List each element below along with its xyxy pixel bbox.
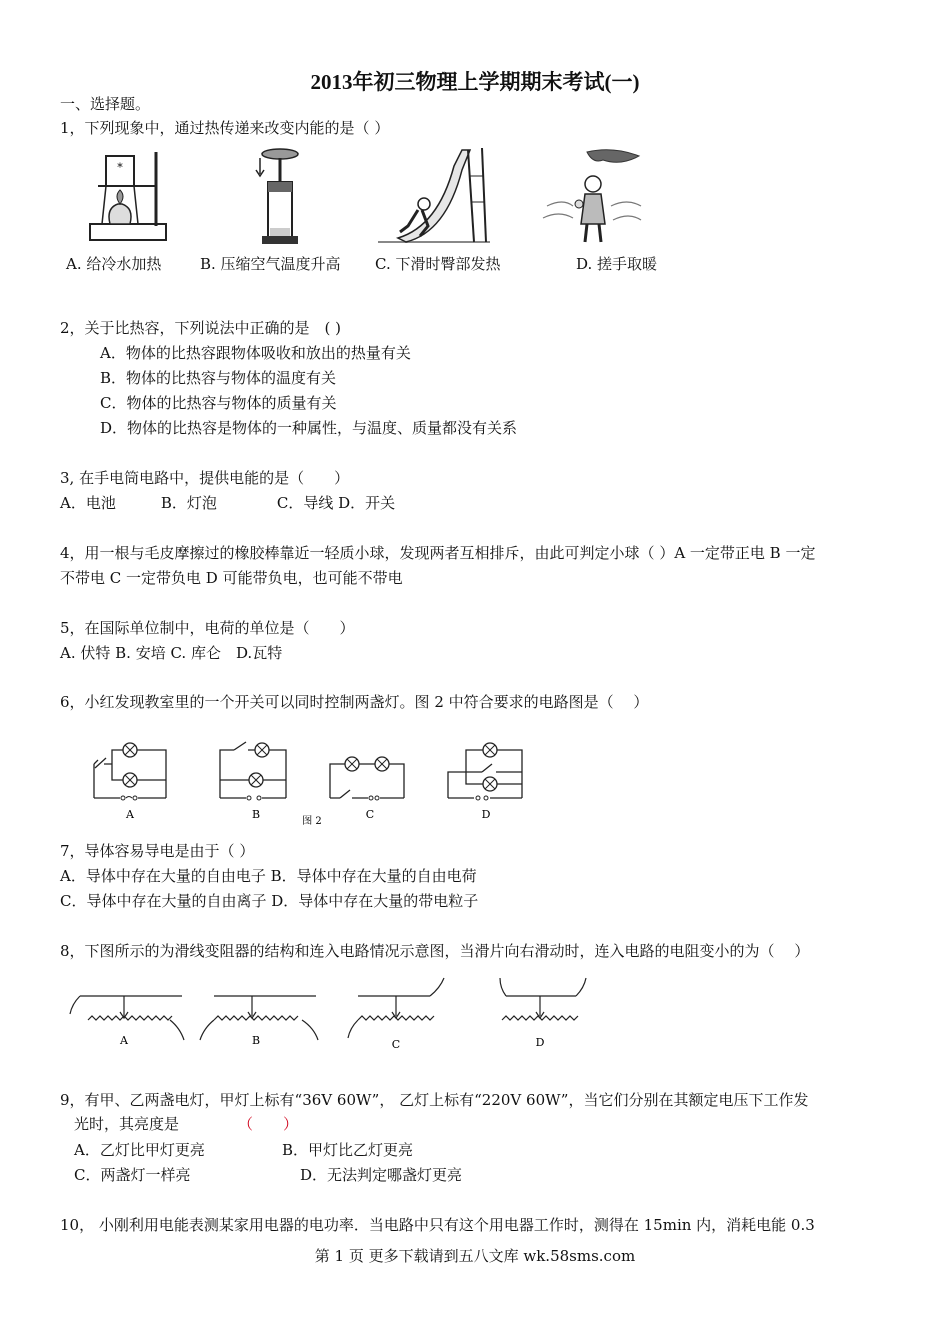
question-10-stem: 10， 小刚利用电能表测某家用电器的电功率．当电路中只有这个用电器工作时，测得在 15min 内，消耗电能 0.3 (60, 1216, 815, 1234)
q5-options: A. 伏特 B. 安培 C. 库仑 D.瓦特 (60, 644, 283, 662)
q6-circuit-b (220, 742, 286, 800)
q1-option-a: A. 给冷水加热 (66, 255, 162, 273)
q1-option-c: C. 下滑时臀部发热 (375, 255, 501, 273)
q2-option-c: C．物体的比热容与物体的质量有关 (100, 394, 337, 412)
q8-label-a: A (120, 1034, 128, 1047)
question-4-line-2: 不带电 C 一定带负电 D 可能带负电，也可能不带电 (60, 569, 403, 587)
page-footer: 第 1 页 更多下载请到五八文库 wk.58sms.com (314, 1247, 636, 1265)
q8-rheostat-d (500, 978, 586, 1020)
question-8-stem: 8，下图所示的为滑线变阻器的结构和连入电路情况示意图，当滑片向右滑动时，连入电路的电阻变小的为（ ） (60, 942, 810, 960)
section-heading: 一、选择题。 (60, 95, 151, 113)
beaker-mark: * (117, 161, 123, 174)
q9-option-c: C．两盏灯一样亮 (74, 1166, 191, 1184)
question-2-stem: 2，关于比热容，下列说法中正确的是 ( ) (60, 319, 342, 337)
q6-label-a: A (126, 808, 134, 821)
q8-rheostat-diagrams (66, 976, 606, 1056)
q7-options-row-2: C．导体中存在大量的自由离子 D．导体中存在大量的带电粒子 (60, 892, 479, 910)
q3-options: A．电池 B．灯泡 C．导线 D．开关 (60, 494, 396, 512)
q2-option-b: B．物体的比热容与物体的温度有关 (100, 369, 337, 387)
q1-option-d: D. 搓手取暖 (576, 255, 658, 273)
q1-option-b: B. 压缩空气温度升高 (200, 255, 341, 273)
q6-label-b: B (251, 808, 261, 821)
question-6-stem: 6，小红发现教室里的一个开关可以同时控制两盏灯。图 2 中符合要求的电路图是（ ） (60, 693, 649, 711)
page-title: 2013年初三物理上学期期末考试(一) (310, 70, 640, 94)
q6-circuit-d (448, 743, 522, 800)
q1-image-rubbing-hands (543, 146, 643, 246)
q6-circuit-diagrams (86, 740, 531, 830)
question-7-stem: 7，导体容易导电是由于（ ） (60, 842, 255, 860)
q7-options-row-1: A．导体中存在大量的自由电子 B．导体中存在大量的自由电荷 (60, 867, 477, 885)
question-3-stem: 3, 在手电筒电路中，提供电能的是（ ） (60, 469, 350, 487)
q6-label-c: C (365, 808, 375, 821)
q9-option-a: A．乙灯比甲灯更亮 (74, 1141, 205, 1159)
q1-image-heating-water (88, 146, 170, 246)
q6-label-d: D (481, 808, 491, 821)
q9-option-d: D．无法判定哪盏灯更亮 (300, 1166, 463, 1184)
q8-label-b: B (251, 1034, 261, 1047)
q8-label-c: C (391, 1038, 401, 1051)
q8-label-d: D (535, 1036, 545, 1049)
q6-circuit-a (94, 743, 166, 800)
q2-option-a: A．物体的比热容跟物体吸收和放出的热量有关 (100, 344, 411, 362)
q2-option-d: D．物体的比热容是物体的一种属性，与温度、质量都没有关系 (100, 419, 518, 437)
q1-image-slide (378, 146, 490, 246)
question-9-line-1: 9，有甲、乙两盏电灯，甲灯上标有“36V 60W”， 乙灯上标有“220V 60W”，当它们分别在其额定电压下工作发 (60, 1091, 809, 1109)
q6-circuit-c (330, 757, 404, 800)
q1-image-air-pump (248, 146, 308, 246)
question-1-stem: 1，下列现象中，通过热传递来改变内能的是（ ） (60, 119, 390, 137)
q8-rheostat-c (348, 978, 444, 1038)
q9-option-b: B．甲灯比乙灯更亮 (282, 1141, 414, 1159)
question-9-line-2: 光时，其亮度是 (74, 1115, 180, 1133)
question-5-stem: 5，在国际单位制中，电荷的单位是（ ） (60, 619, 355, 637)
q6-figure-label: 图 2 (302, 816, 322, 827)
question-4-line-1: 4，用一根与毛皮摩擦过的橡胶棒靠近一轻质小球，发现两者互相排斥，由此可判定小球（ ）A 一定带正电 B 一定 (60, 544, 816, 562)
q9-answer-blank: （ ） (238, 1115, 299, 1133)
